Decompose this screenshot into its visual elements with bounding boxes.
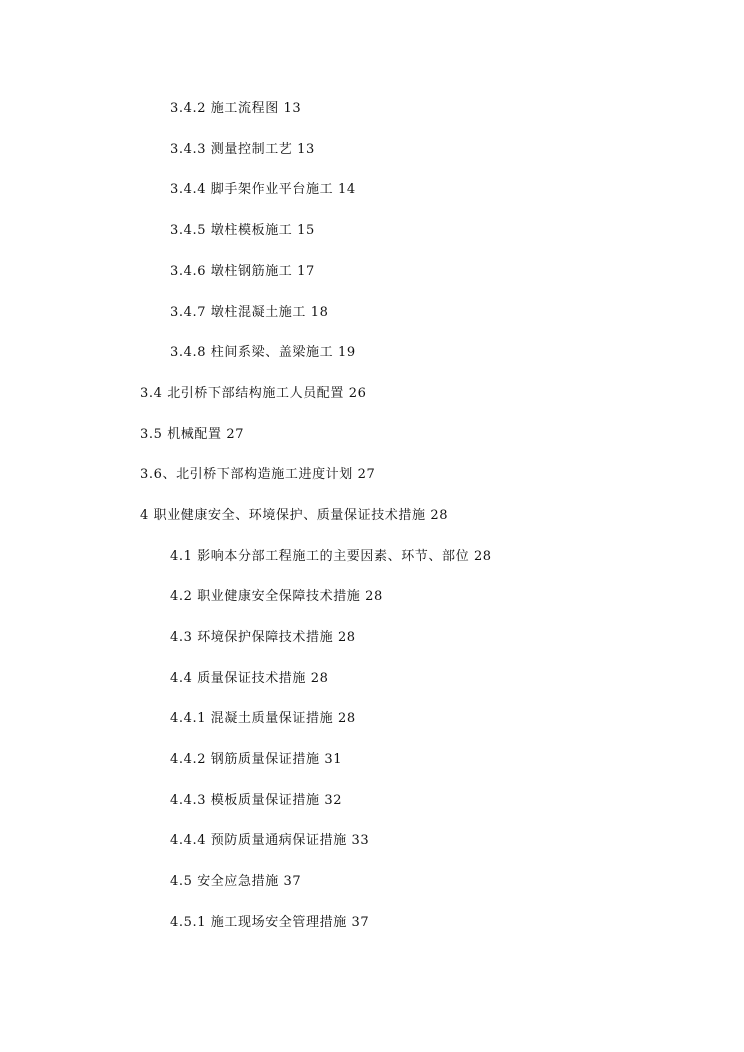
toc-entry-3-4-8: 3.4.8 柱间系梁、盖梁施工 19 (170, 345, 356, 360)
toc-entry-3-4-4: 3.4.4 脚手架作业平台施工 14 (170, 182, 356, 197)
toc-entry-4-4-2: 4.4.2 钢筋质量保证措施 31 (170, 752, 343, 767)
toc-entry-3-4-5: 3.4.5 墩柱模板施工 15 (170, 223, 315, 238)
toc-entry-4-3: 4.3 环境保护保障技术措施 28 (170, 630, 356, 645)
toc-entry-4-4: 4.4 质量保证技术措施 28 (170, 671, 329, 686)
toc-entry-4-4-4: 4.4.4 预防质量通病保证措施 33 (170, 833, 370, 848)
toc-entry-4: 4 职业健康安全、环境保护、质量保证技术措施 28 (140, 508, 449, 523)
toc-entry-3-4-7: 3.4.7 墩柱混凝土施工 18 (170, 305, 329, 320)
toc-entry-3-4-2: 3.4.2 施工流程图 13 (170, 101, 302, 116)
toc-entry-4-4-3: 4.4.3 模板质量保证措施 32 (170, 793, 343, 808)
toc-entry-4-5-1: 4.5.1 施工现场安全管理措施 37 (170, 915, 370, 930)
toc-entry-3-4-3: 3.4.3 测量控制工艺 13 (170, 142, 315, 157)
toc-entry-3-6: 3.6、北引桥下部构造施工进度计划 27 (140, 467, 376, 482)
toc-entry-3-4: 3.4 北引桥下部结构施工人员配置 26 (140, 386, 367, 401)
toc-entry-4-5: 4.5 安全应急措施 37 (170, 874, 302, 889)
toc-entry-4-4-1: 4.4.1 混凝土质量保证措施 28 (170, 711, 356, 726)
toc-entry-3-5: 3.5 机械配置 27 (140, 427, 245, 442)
toc-entry-3-4-6: 3.4.6 墩柱钢筋施工 17 (170, 264, 315, 279)
toc-entry-4-1: 4.1 影响本分部工程施工的主要因素、环节、部位 28 (170, 549, 492, 564)
toc-entry-4-2: 4.2 职业健康安全保障技术措施 28 (170, 589, 383, 604)
